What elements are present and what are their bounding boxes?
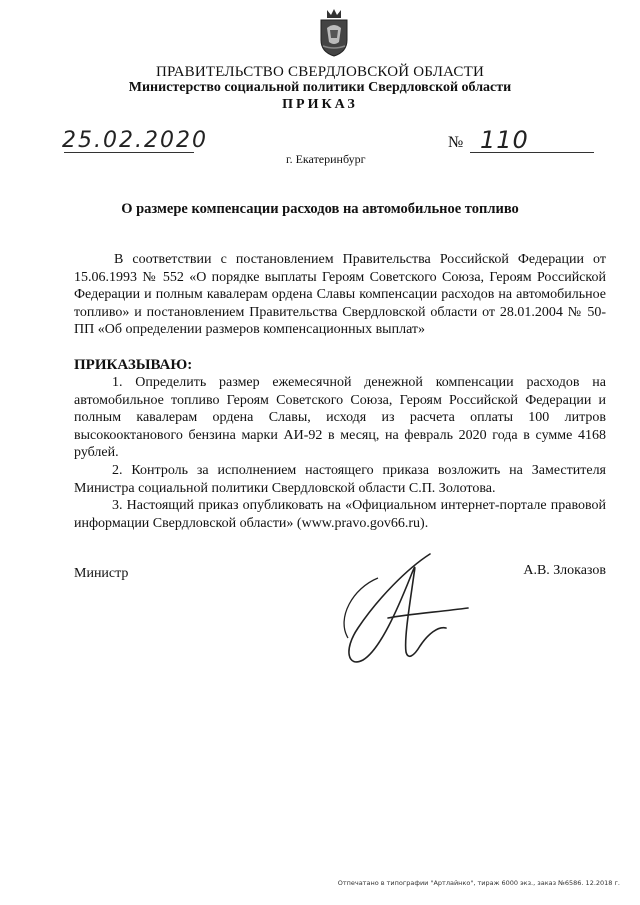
ministry-name: Министерство социальной политики Свердловской области — [128, 80, 512, 95]
preamble-block — [74, 251, 606, 339]
order-item-2: 2. Контроль за исполнением настоящего приказа возложить на Заместителя Министра социальной политики Свердловской области С.П. Золотова. — [74, 462, 606, 496]
number-underline — [470, 152, 594, 153]
city: г. Екатеринбург — [286, 152, 366, 166]
signatory-position: Министр — [74, 566, 129, 581]
coat-of-arms-icon — [317, 6, 351, 58]
order-title: О размере компенсации расходов на автомобильное топливо — [121, 201, 519, 217]
order-item-3: 3. Настоящий приказ опубликовать на «Официальном интернет-портале правовой информации Свердловской области» (www.pravo.gov66.ru). — [74, 498, 606, 531]
order-item-1: 1. Определить размер ежемесячной денежной компенсации расходов на автомобильное топливо Героям Советского Союза, Героям Российской Федерации и полным кавалерам ордена Славы, исходя из расчета оплаты 100 литров высокооктанового бензина марки АИ-92 в месяц, на февраль 2020 года в сумме 4168 рублей. — [74, 375, 606, 461]
order-date: 25.02.2020 — [62, 128, 208, 153]
signatory-name: А.В. Злоказов — [523, 563, 606, 578]
order-items — [74, 374, 606, 532]
document-type: ПРИКАЗ — [282, 97, 358, 112]
number-sign: № — [448, 134, 464, 151]
date-underline — [64, 152, 194, 153]
order-number: 110 — [480, 126, 529, 154]
government-name: ПРАВИТЕЛЬСТВО СВЕРДЛОВСКОЙ ОБЛАСТИ — [155, 64, 485, 80]
order-word: ПРИКАЗЫВАЮ: — [74, 357, 193, 373]
preamble-text: В соответствии с постановлением Правительства Российской Федерации от 15.06.1993 № 552 «О порядке выплаты Героям Советского Союза, Героям Российской Федерации и полным кавалерам ордена Славы компенсации расходов на автомобильное топливо» и постановлением Правительства Свердловской области от 28.01.2004 № 50-ПП «Об определении размеров компенсационных выплат» — [74, 252, 606, 338]
handwritten-signature — [318, 548, 478, 678]
print-footer: Отпечатано в типографии "Артлайнко", тираж 6000 экз., заказ №6586. 12.2018 г. — [337, 879, 620, 887]
